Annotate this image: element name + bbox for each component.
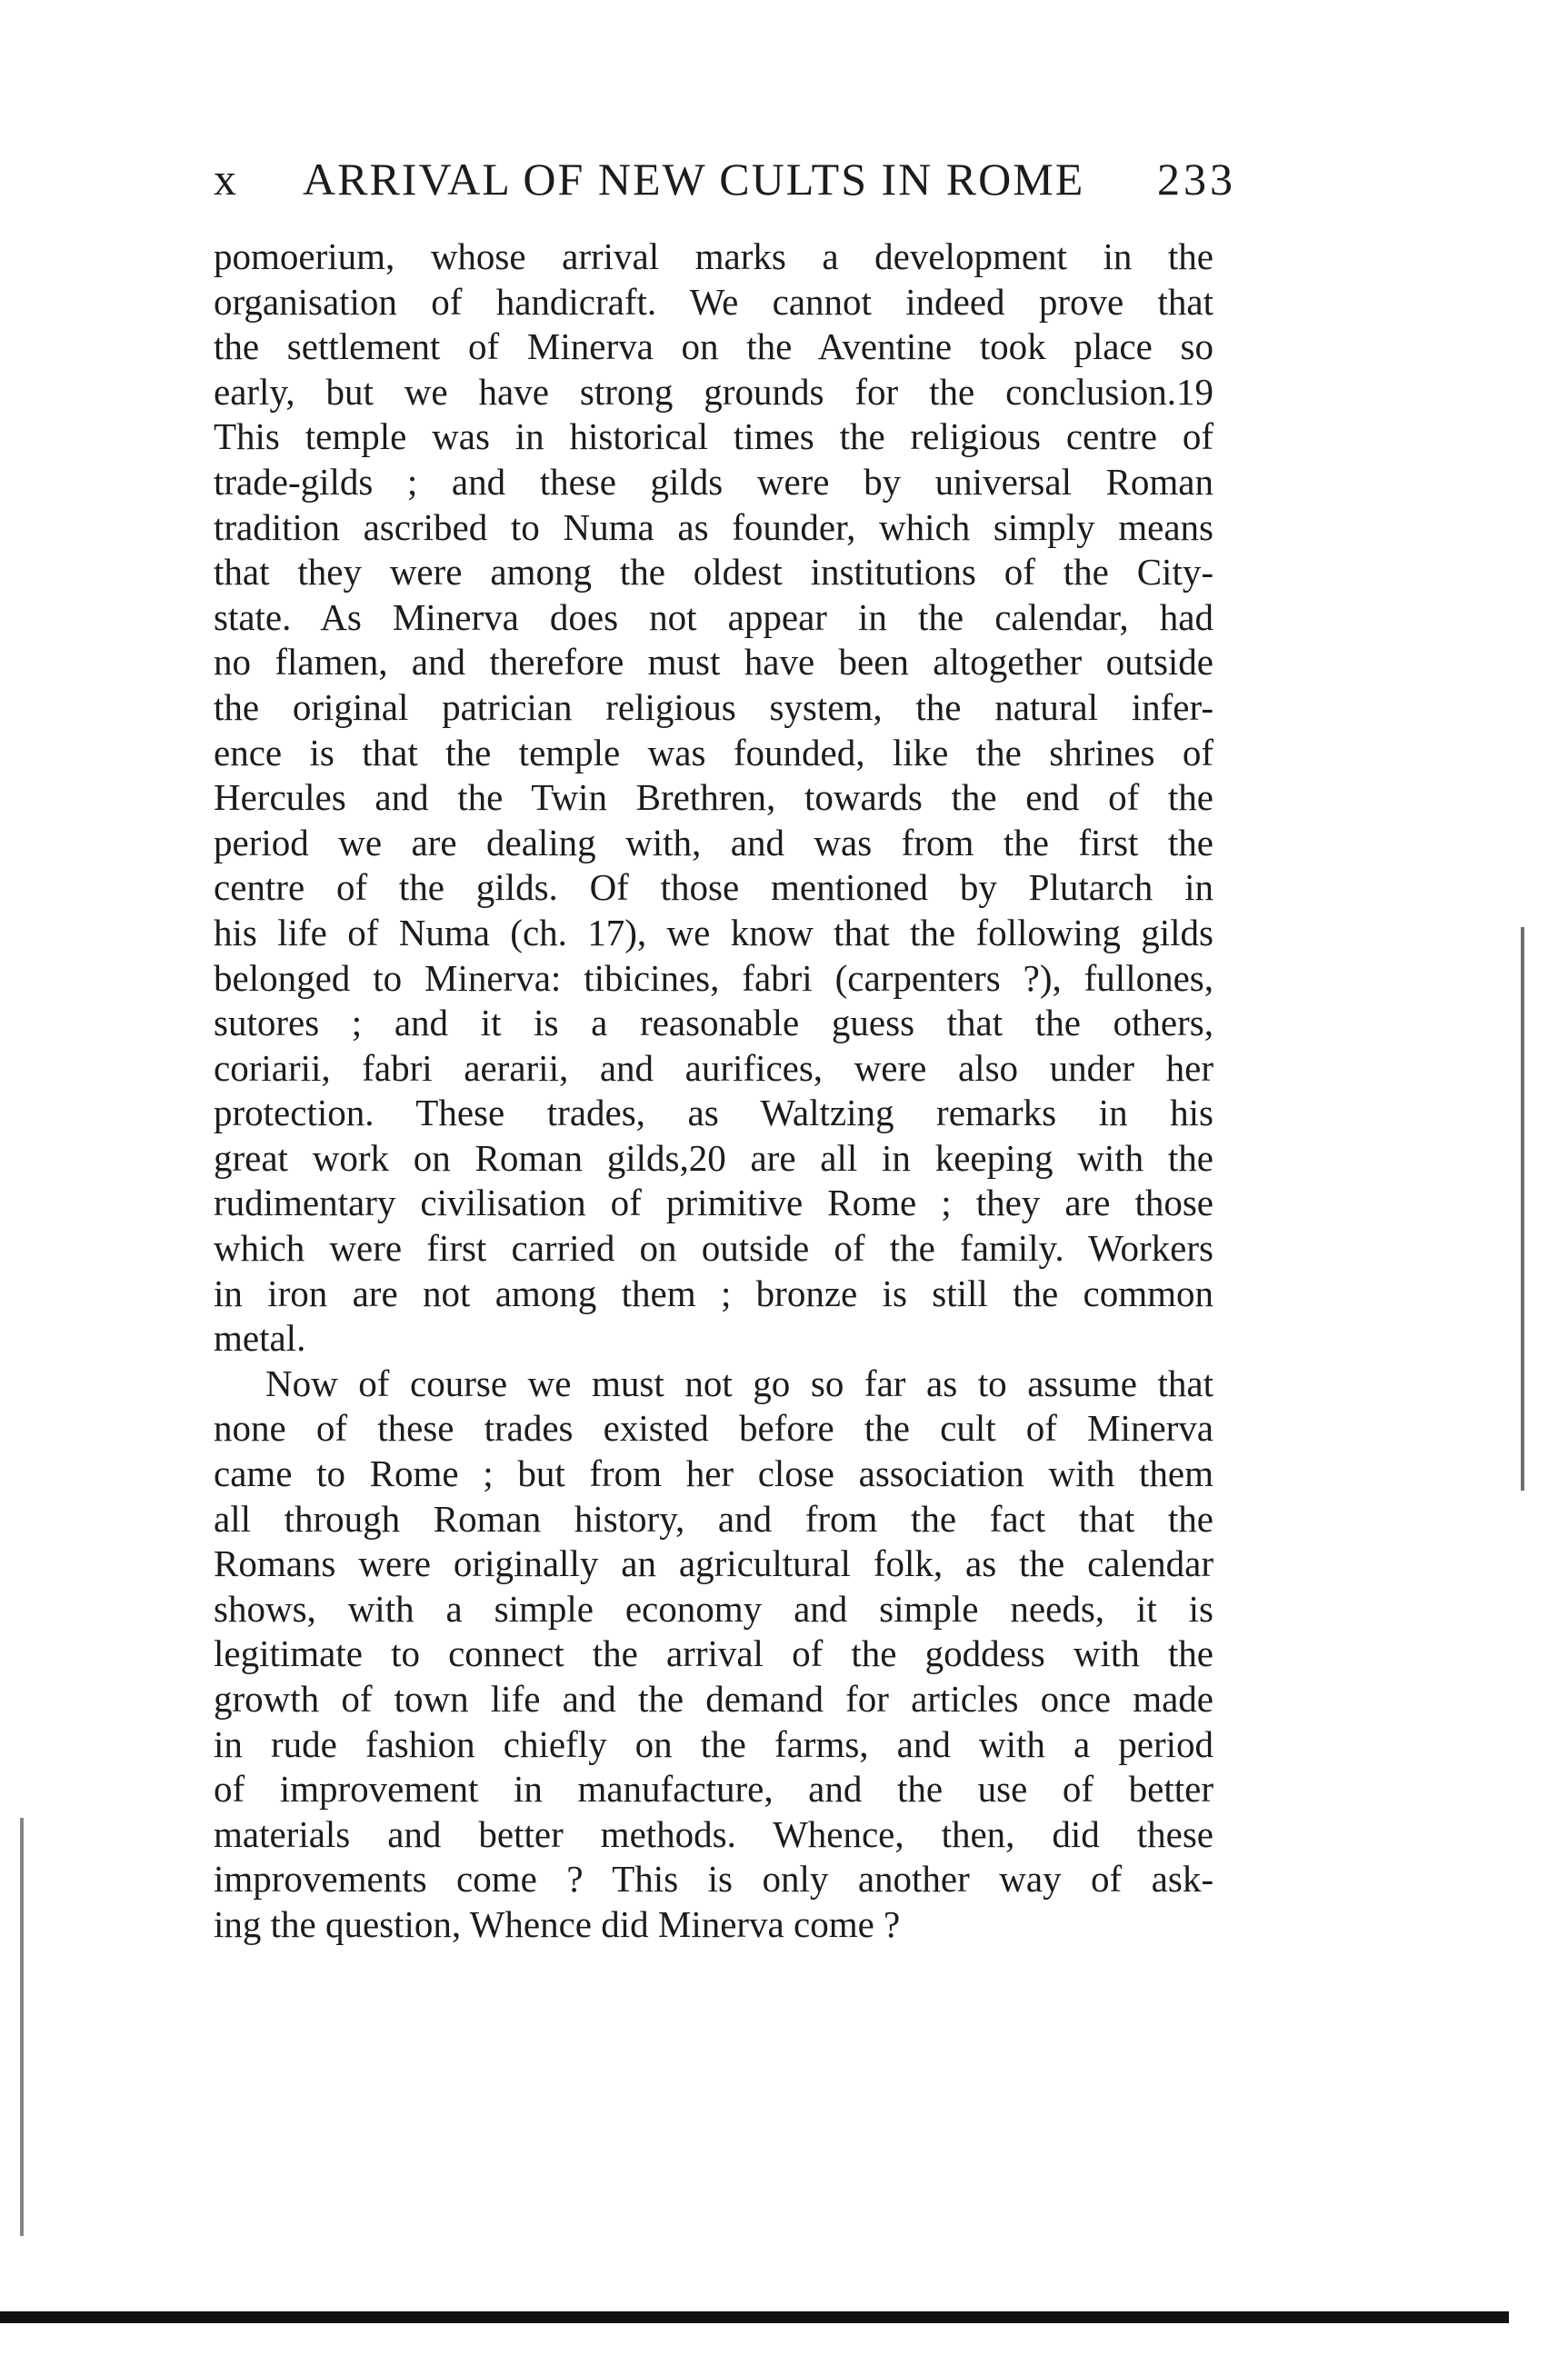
text-line: great work on Roman gilds,20 are all in keeping with the — [214, 1136, 1213, 1179]
text-line: Romans were originally an agricultural folk, as the calendar — [214, 1542, 1213, 1585]
text-line: ence is that the temple was founded, like the shrines of — [214, 731, 1213, 773]
text-line: growth of town life and the demand for articles once made — [214, 1678, 1213, 1720]
text-line: no flamen, and therefore must have been altogether outside — [214, 641, 1213, 684]
scan-bottom-rule — [0, 2311, 1509, 2323]
text-line: in rude fashion chiefly on the farms, and with a period — [214, 1722, 1213, 1765]
running-title: ARRIVAL OF NEW CULTS IN ROME — [303, 154, 1085, 205]
scan-edge-mark-right — [1521, 927, 1524, 1491]
text-line: materials and better methods. Whence, then, did these — [214, 1812, 1213, 1855]
text-line: period we are dealing with, and was from the first the — [214, 821, 1213, 863]
body-text — [214, 235, 1213, 1948]
text-line: the settlement of Minerva on the Aventine took place so — [214, 325, 1213, 368]
text-line: ing the question, Whence did Minerva come ? — [214, 1902, 901, 1945]
text-line: organisation of handicraft. We cannot indeed prove that — [214, 280, 1213, 323]
text-line: trade-gilds ; and these gilds were by universal Roman — [214, 460, 1213, 503]
text-line: improvements come ? This is only another way of ask- — [214, 1858, 1213, 1901]
text-line: centre of the gilds. Of those mentioned by Plutarch in — [214, 866, 1213, 909]
running-header — [205, 153, 1236, 216]
text-line: none of these trades existed before the cult of Minerva — [214, 1407, 1213, 1450]
text-line: all through Roman history, and from the fact that the — [214, 1497, 1213, 1540]
page-number: 233 — [1157, 154, 1236, 205]
text-line: tradition ascribed to Numa as founder, which simply means — [214, 505, 1213, 548]
text-line: Hercules and the Twin Brethren, towards the end of the — [214, 776, 1213, 819]
text-line: his life of Numa (ch. 17), we know that the following gilds — [214, 911, 1213, 953]
text-line: that they were among the oldest institutions of the City- — [214, 551, 1213, 594]
scan-edge-mark-left — [20, 1818, 24, 2236]
text-line: early, but we have strong grounds for the conclusion.19 — [214, 370, 1213, 413]
text-line: of improvement in manufacture, and the use of better — [214, 1768, 1213, 1811]
text-line: legitimate to connect the arrival of the goddess with the — [214, 1632, 1213, 1675]
text-line: protection. These trades, as Waltzing remarks in his — [214, 1092, 1213, 1134]
text-line: the original patrician religious system, the natural infer- — [214, 685, 1213, 728]
text-line: shows, with a simple economy and simple needs, it is — [214, 1587, 1213, 1630]
text-line: belonged to Minerva: tibicines, fabri (carpenters ?), fullones, — [214, 956, 1213, 999]
text-line: which were first carried on outside of the family. Workers — [214, 1227, 1213, 1270]
text-line: metal. — [214, 1317, 306, 1360]
chapter-number: x — [214, 154, 238, 205]
text-line: coriarii, fabri aerarii, and aurifices, were also under her — [214, 1046, 1213, 1089]
text-line: sutores ; and it is a reasonable guess that the others, — [214, 1002, 1213, 1044]
text-line: This temple was in historical times the religious centre of — [214, 415, 1213, 458]
text-line: rudimentary civilisation of primitive Rome ; they are those — [214, 1182, 1213, 1224]
text-line: came to Rome ; but from her close association with them — [214, 1452, 1213, 1495]
text-line: state. As Minerva does not appear in the calendar, had — [214, 595, 1213, 638]
text-line: pomoerium, whose arrival marks a development in the — [214, 235, 1213, 277]
text-line: Now of course we must not go so far as to assume that — [265, 1362, 1213, 1404]
text-line: in iron are not among them ; bronze is still the common — [214, 1272, 1213, 1314]
